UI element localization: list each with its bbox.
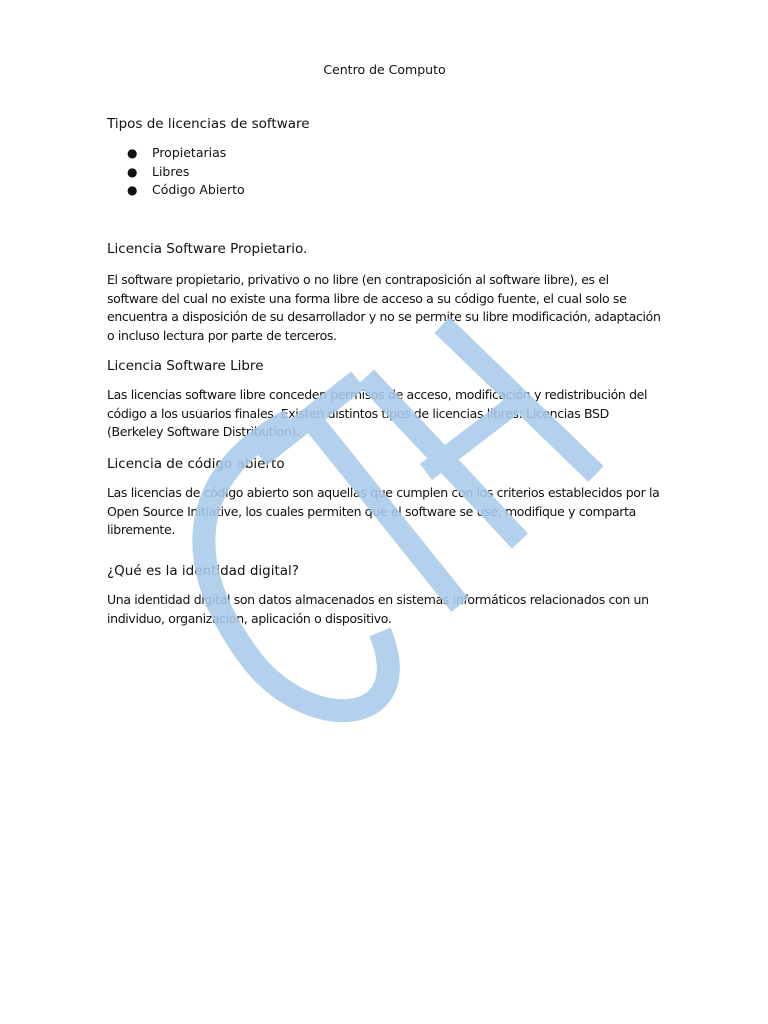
- list-item-label: Libres: [152, 163, 190, 179]
- license-types-list: [107, 144, 245, 200]
- list-item: [107, 163, 245, 182]
- bullet-icon: ●: [127, 164, 138, 179]
- paragraph-software-libre: Las licencias software libre conceden permisos de acceso, modificación y redistribución del código a los usuarios finales. Existen distintos tipos de licencias libres: Licencias BSD (Berkeley Software Distribution).: [107, 387, 648, 440]
- document-title: Centro de Computo: [323, 62, 446, 77]
- paragraph-software-propietario: El software propietario, privativo o no libre (en contraposición al software libre), es el software del cual no existe una forma libre de acceso a su código fuente, el cual solo se encuentra a disposición de su desarrollador y no se permite su libre modificación, adaptación o incluso lectura por parte de terceros.: [107, 272, 661, 343]
- heading-codigo-abierto: Licencia de código abierto: [107, 456, 285, 472]
- list-item-label: Código Abierto: [152, 182, 245, 198]
- list-item: [107, 181, 245, 200]
- heading-software-libre: Licencia Software Libre: [107, 358, 264, 374]
- bullet-icon: ●: [127, 183, 138, 198]
- list-item-label: Propietarias: [152, 145, 227, 160]
- heading-software-propietario: Licencia Software Propietario.: [107, 241, 308, 257]
- bullet-icon: ●: [127, 146, 138, 160]
- list-item: [107, 144, 245, 163]
- paragraph-identidad-digital: Una identidad digital son datos almacenados en sistemas informáticos relacionados con un individuo, organización, aplicación o dispositivo.: [107, 592, 649, 626]
- paragraph-codigo-abierto: Las licencias de código abierto son aquellas que cumplen con los criterios establecidos por la Open Source Initiative, los cuales permiten que el software se use, modifique y comparta libremente.: [107, 485, 660, 538]
- heading-tipos-licencias: Tipos de licencias de software: [107, 116, 310, 132]
- heading-identidad-digital: ¿Qué es la identidad digital?: [107, 563, 299, 579]
